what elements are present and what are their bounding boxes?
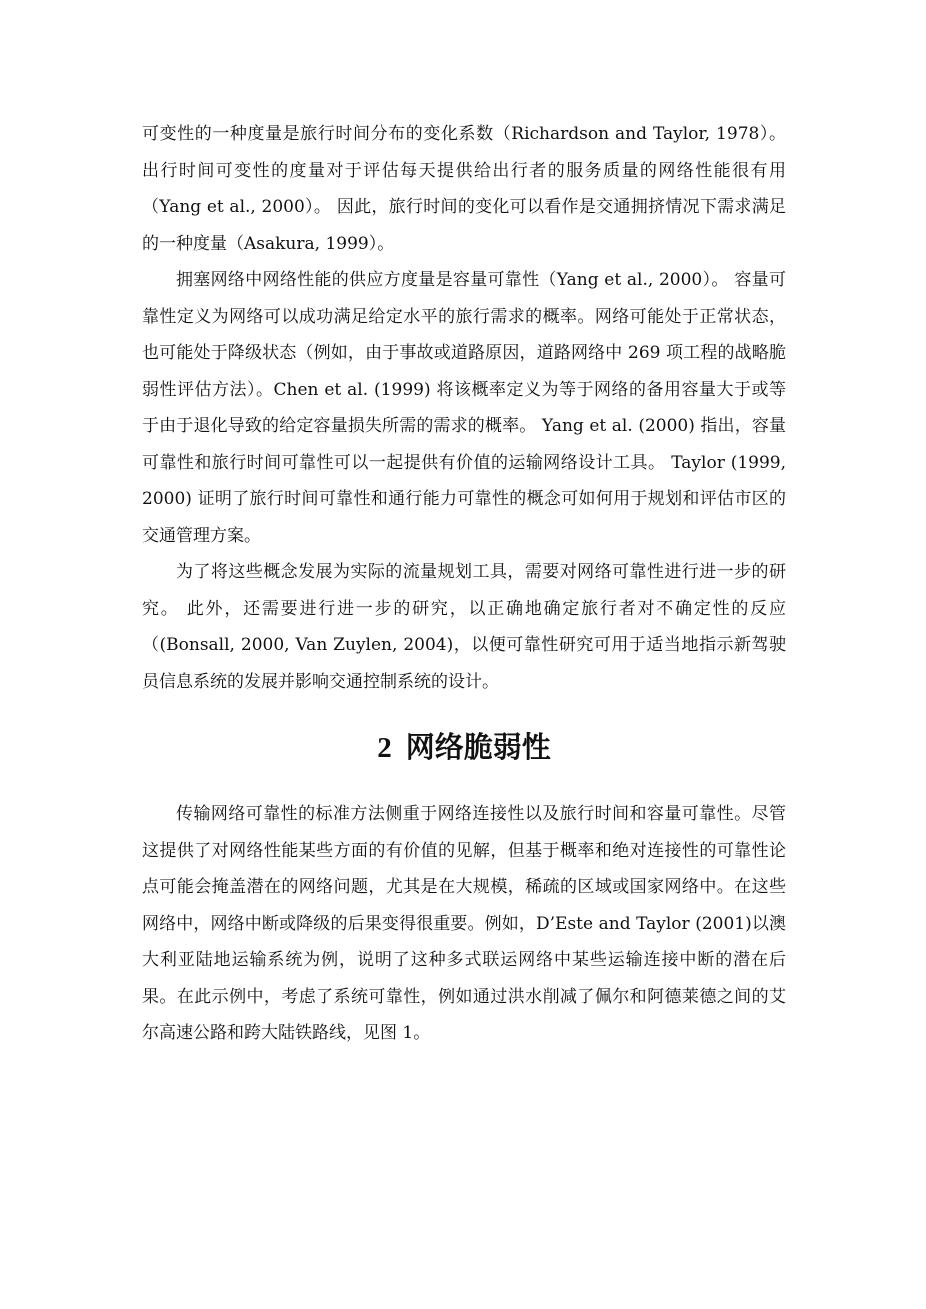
section-heading [142, 722, 786, 773]
paragraph-capacity-reliability: 拥塞网络中网络性能的供应方度量是容量可靠性（Yang et al., 2000）。 容量可靠性定义为网络可以成功满足给定水平的旅行需求的概率。网络可能处于正常状态，也可能处于降级状态（例如，由于事故或道路原因，道路网络中 269 项工程的战略脆弱性评估方法）。Chen et al. (1999) 将该概率定义为等于网络的备用容量大于或等于由于退化导致的给定容量损失所需的需求的概率。 Yang et al. (2000) 指出，容量可靠性和旅行时间可靠性可以一起提供有价值的运输网络设计工具。 Taylor (1999, 2000) 证明了旅行时间可靠性和通行能力可靠性的概念可如何用于规划和评估市区的交通管理方案。 [142, 270, 786, 546]
paragraph-further-research: 为了将这些概念发展为实际的流量规划工具，需要对网络可靠性进行进一步的研究。 此外，还需要进行进一步的研究，以正确地确定旅行者对不确定性的反应（(Bonsall, 2000, Van Zuylen, 2004)，以便可靠性研究可用于适当地指示新驾驶员信息系统的发展并影响交通控制系统的设计。 [142, 562, 786, 692]
paragraph-network-vulnerability: 传输网络可靠性的标准方法侧重于网络连接性以及旅行时间和容量可靠性。尽管这提供了对网络性能某些方面的有价值的见解，但基于概率和绝对连接性的可靠性论点可能会掩盖潜在的网络问题，尤其是在大规模，稀疏的区域或国家网络中。在这些网络中，网络中断或降级的后果变得很重要。例如，D’Este and Taylor (2001)以澳大利亚陆地运输系统为例，说明了这种多式联运网络中某些运输连接中断的潜在后果。在此示例中，考虑了系统可靠性，例如通过洪水削减了佩尔和阿德莱德之间的艾尔高速公路和跨大陆铁路线，见图 1。 [142, 804, 786, 1043]
paragraph-travel-time-variability: 可变性的一种度量是旅行时间分布的变化系数（Richardson and Taylor, 1978）。 出行时间可变性的度量对于评估每天提供给出行者的服务质量的网络性能很有用（Yang et al., 2000）。 因此，旅行时间的变化可以看作是交通拥挤情况下需求满足的一种度量（Asakura, 1999）。 [142, 124, 786, 254]
section-number: 2 [377, 732, 392, 764]
section-title: 网络脆弱性 [405, 730, 551, 764]
body-text-after-section [142, 796, 786, 1052]
body-text-before-section [142, 116, 786, 700]
